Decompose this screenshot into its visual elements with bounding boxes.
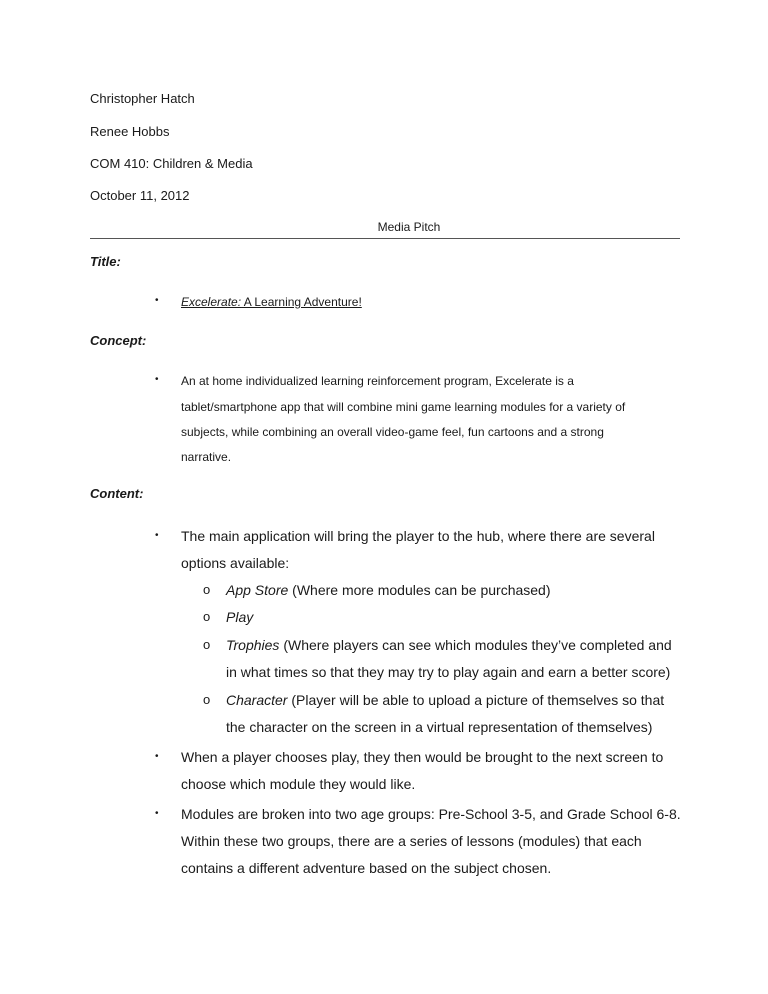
concept-line: subjects, while combining an overall video-game feel, fun cartoons and a strong	[181, 425, 604, 439]
sub-bullet-icon: o	[203, 692, 211, 707]
option-app-store	[226, 581, 551, 599]
option-name: Trophies	[226, 637, 280, 653]
sub-bullet-icon: o	[203, 609, 211, 624]
content-line: When a player chooses play, they then would be brought to the next screen to	[181, 749, 664, 765]
option-desc-cont: the character on the screen in a virtual representation of themselves)	[226, 719, 653, 735]
concept-line: tablet/smartphone app that will combine mini game learning modules for a variety of	[181, 400, 626, 414]
document-date: October 11, 2012	[90, 188, 190, 203]
author-name: Christopher Hatch	[90, 91, 195, 106]
content-line: The main application will bring the player to the hub, where there are several	[181, 528, 655, 544]
option-desc: (Where more modules can be purchased)	[288, 582, 551, 598]
product-tagline: A Learning Adventure!	[241, 295, 362, 309]
instructor-name: Renee Hobbs	[90, 124, 170, 139]
sub-bullet-icon: o	[203, 582, 211, 597]
option-name: Character	[226, 692, 288, 708]
option-trophies	[226, 636, 672, 654]
option-desc: (Player will be able to upload a picture of themselves so that	[287, 692, 665, 708]
bullet-icon: •	[155, 808, 159, 819]
option-desc-cont: in what times so that they may try to play again and earn a better score)	[226, 664, 671, 680]
content-section-label: Content:	[90, 486, 144, 501]
bullet-icon: •	[155, 751, 159, 762]
concept-section-label: Concept:	[90, 333, 147, 348]
title-divider	[90, 238, 680, 239]
sub-bullet-icon: o	[203, 637, 211, 652]
bullet-icon: •	[155, 530, 159, 541]
document-title: Media Pitch	[377, 220, 441, 234]
title-section-label: Title:	[90, 254, 121, 269]
option-name: App Store	[226, 582, 289, 598]
content-line: Modules are broken into two age groups: Pre-School 3-5, and Grade School 6-8.	[181, 806, 681, 822]
option-character	[226, 691, 664, 709]
bullet-icon: •	[155, 374, 159, 385]
concept-line: An at home individualized learning reinforcement program, Excelerate is a	[181, 374, 574, 388]
course-name: COM 410: Children & Media	[90, 156, 253, 171]
option-play	[226, 608, 253, 626]
option-desc: (Where players can see which modules they’ve completed and	[279, 637, 672, 653]
bullet-icon: •	[155, 295, 159, 306]
content-line: choose which module they would like.	[181, 776, 416, 792]
concept-line: narrative.	[181, 450, 232, 464]
product-name: Excelerate:	[181, 295, 242, 309]
content-line: Within these two groups, there are a series of lessons (modules) that each	[181, 833, 642, 849]
content-line: contains a different adventure based on the subject chosen.	[181, 860, 552, 876]
product-title	[181, 294, 362, 310]
option-name: Play	[226, 609, 254, 625]
content-line: options available:	[181, 555, 290, 571]
